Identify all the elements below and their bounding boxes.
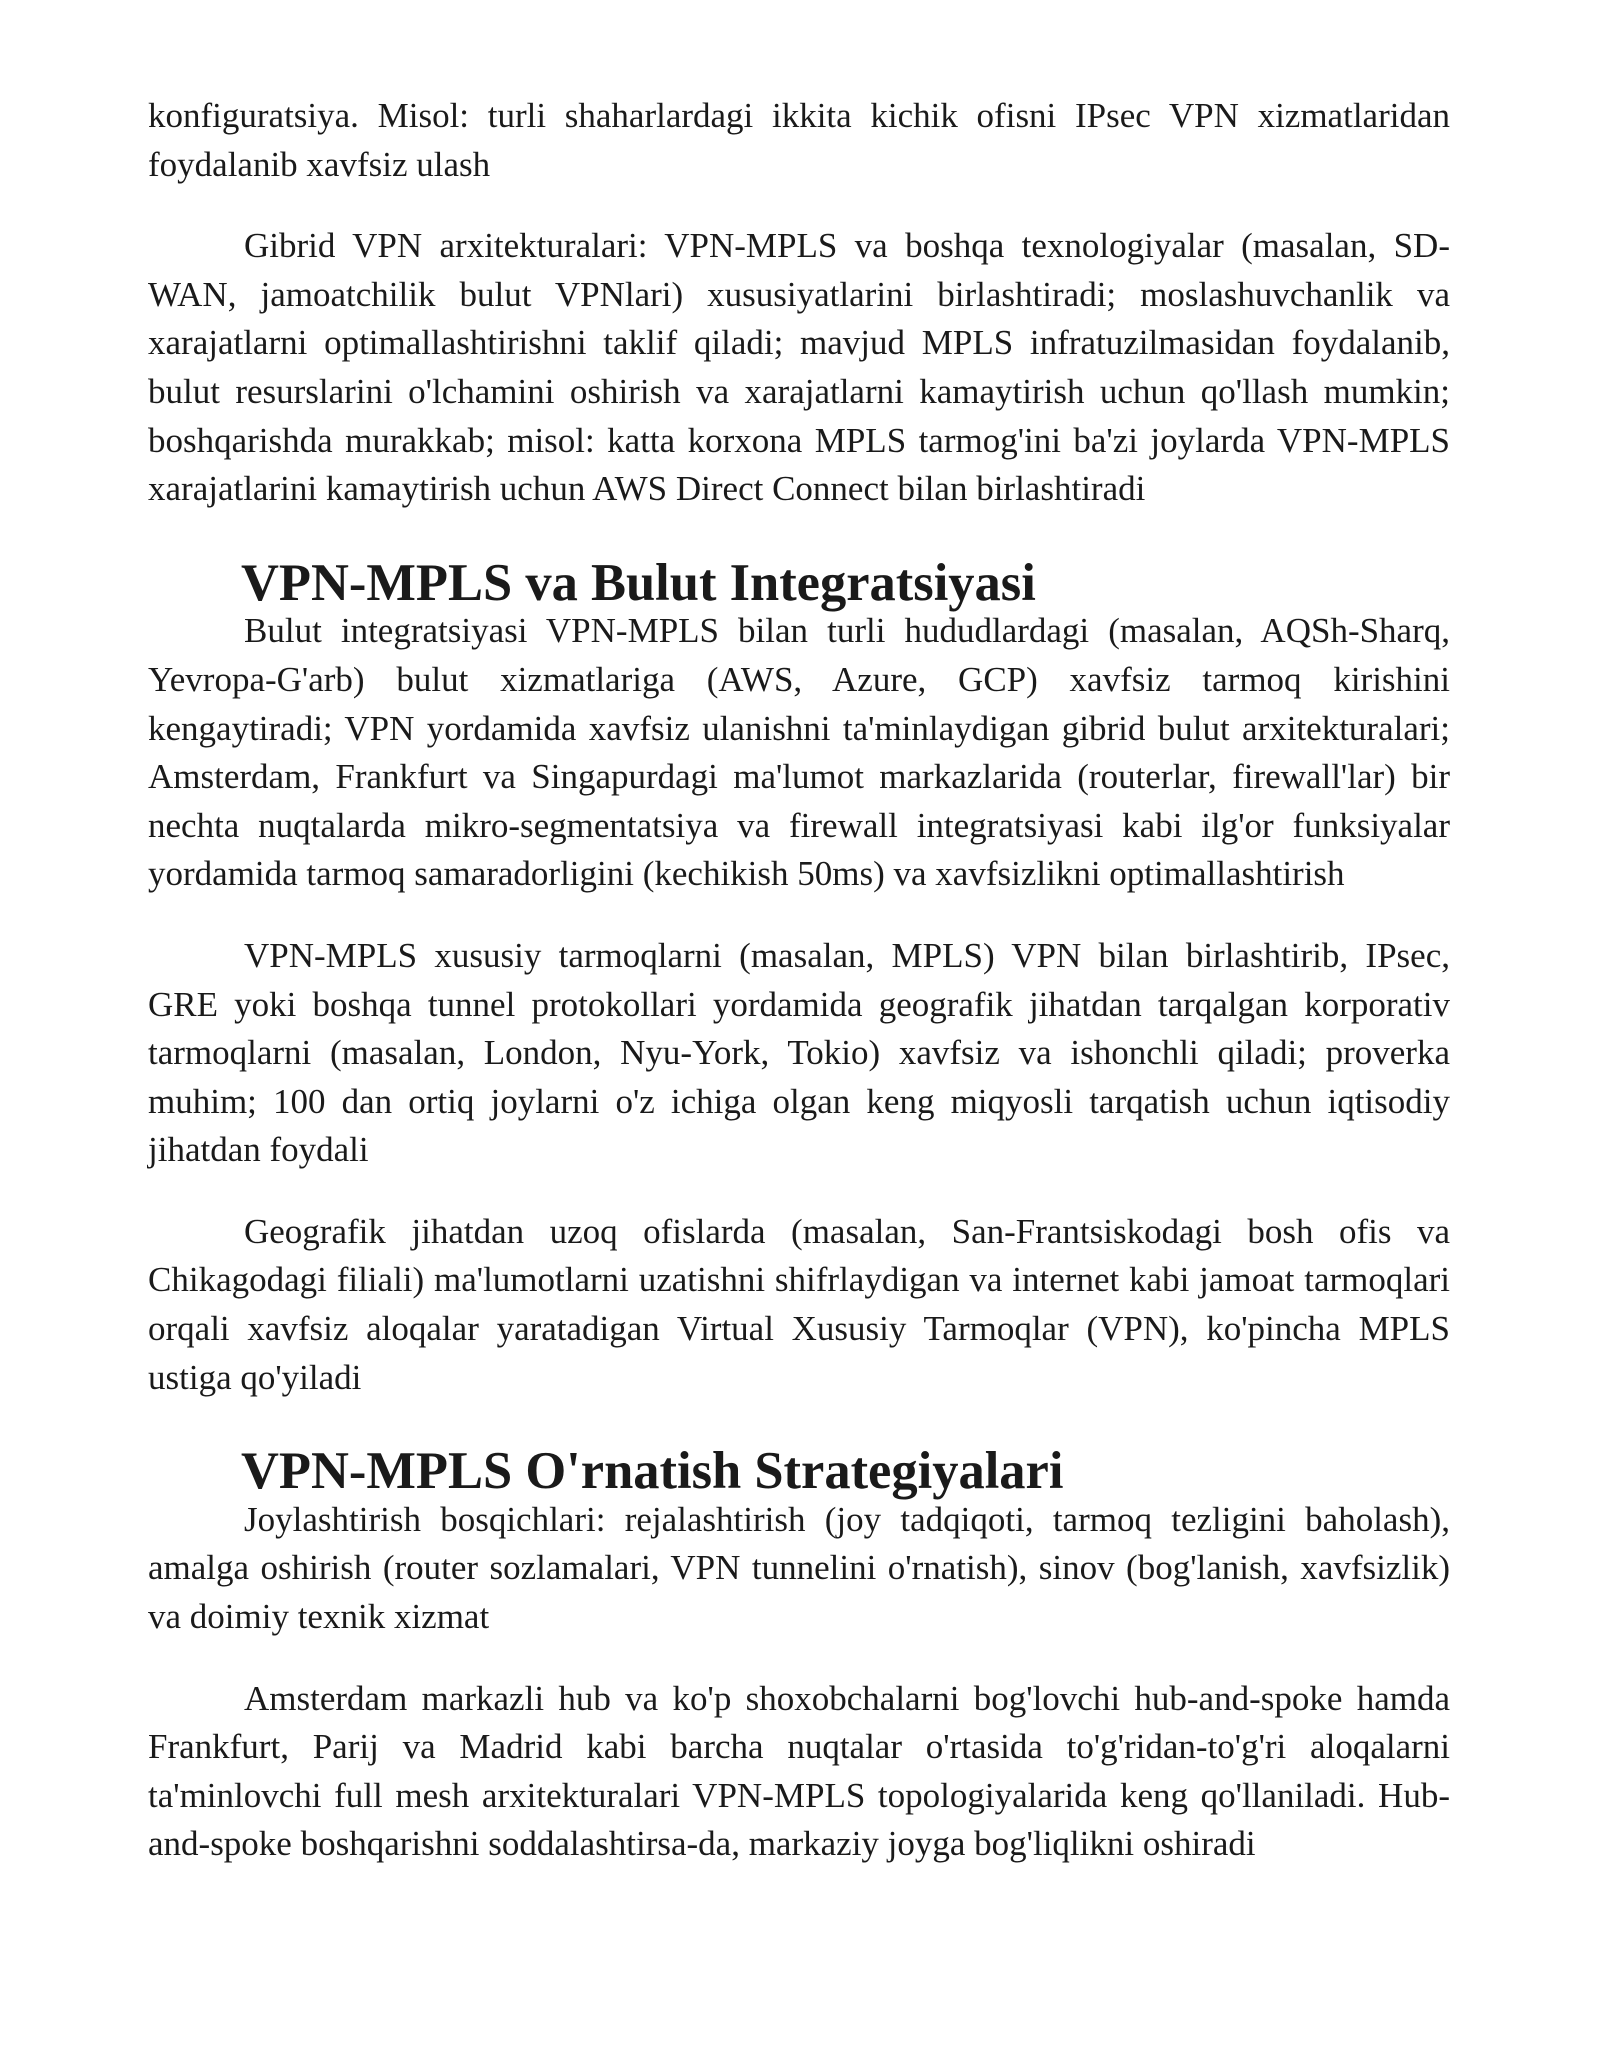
section-heading-deployment-strategies: VPN-MPLS O'rnatish Strategiyalari	[241, 1442, 1064, 1501]
document-page	[148, 92, 1450, 1902]
paragraph-topologies: Amsterdam markazli hub va ko'p shoxobchalarni bog'lovchi hub-and-spoke hamda Frankfurt, Parij va Madrid kabi barcha nuqtalar o'rtasida to'g'ridan-to'g'ri aloqalarni ta'minlovchi full mesh arxitekturalari VPN-MPLS topologiyalarida keng qo'llaniladi. Hub-and-spoke boshqarishni soddalashtirsa-da, markaziy joyga bog'liqlikni oshiradi	[148, 1678, 1450, 1864]
paragraph-continuation: konfiguratsiya. Misol: turli shaharlardagi ikkita kichik ofisni IPsec VPN xizmatlaridan foydalanib xavfsiz ulash	[148, 96, 1450, 184]
section-heading-cloud-integration: VPN-MPLS va Bulut Integratsiyasi	[241, 553, 1036, 612]
paragraph-private-networks: VPN-MPLS xususiy tarmoqlarni (masalan, MPLS) VPN bilan birlashtirib, IPsec, GRE yoki boshqa tunnel protokollari yordamida geografik jihatdan tarqalgan korporativ tarmoqlarni (masalan, London, Nyu-York, Tokio) xavfsiz va ishonchli qiladi; proverka muhim; 100 dan ortiq joylarni o'z ichiga olgan keng miqyosli tarqatish uchun iqtisodiy jihatdan foydali	[148, 935, 1450, 1170]
paragraph-hybrid-vpn: Gibrid VPN arxitekturalari: VPN-MPLS va boshqa texnologiyalar (masalan, SD-WAN, jamoatchilik bulut VPNlari) xususiyatlarini birlashtiradi; moslashuvchanlik va xarajatlarni optimallashtirishni taklif qiladi; mavjud MPLS infratuzilmasidan foydalanib, bulut resurslarini o'lchamini oshirish va xarajatlarni kamaytirish uchun qo'llash mumkin; boshqarishda murakkab; misol: katta korxona MPLS tarmog'ini ba'zi joylarda VPN-MPLS xarajatlarini kamaytirish uchun AWS Direct Connect bilan birlashtiradi	[148, 226, 1450, 509]
paragraph-deployment-stages: Joylashtirish bosqichlari: rejalashtirish (joy tadqiqoti, tarmoq tezligini baholash), amalga oshirish (router sozlamalari, VPN tunnelini o'rnatish), sinov (bog'lanish, xavfsizlik) va doimiy texnik xizmat	[148, 1499, 1450, 1637]
paragraph-cloud-integration: Bulut integratsiyasi VPN-MPLS bilan turli hududlardagi (masalan, AQSh-Sharq, Yevropa-G'arb) bulut xizmatlariga (AWS, Azure, GCP) xavfsiz tarmoq kirishini kengaytiradi; VPN yordamida xavfsiz ulanishni ta'minlaydigan gibrid bulut arxitekturalari; Amsterdam, Frankfurt va Singapurdagi ma'lumot markazlarida (routerlar, firewall'lar) bir nechta nuqtalarda mikro-segmentatsiya va firewall integratsiyasi kabi ilg'or funksiyalar yordamida tarmoq samaradorligini (kechikish 50ms) va xavfsizlikni optimallashtirish	[148, 611, 1450, 894]
paragraph-remote-offices: Geografik jihatdan uzoq ofislarda (masalan, San-Frantsiskodagi bosh ofis va Chikagodagi filiali) ma'lumotlarni uzatishni shifrlaydigan va internet kabi jamoat tarmoqlari orqali xavfsiz aloqalar yaratadigan Virtual Xususiy Tarmoqlar (VPN), ko'pincha MPLS ustiga qo'yiladi	[148, 1211, 1450, 1397]
